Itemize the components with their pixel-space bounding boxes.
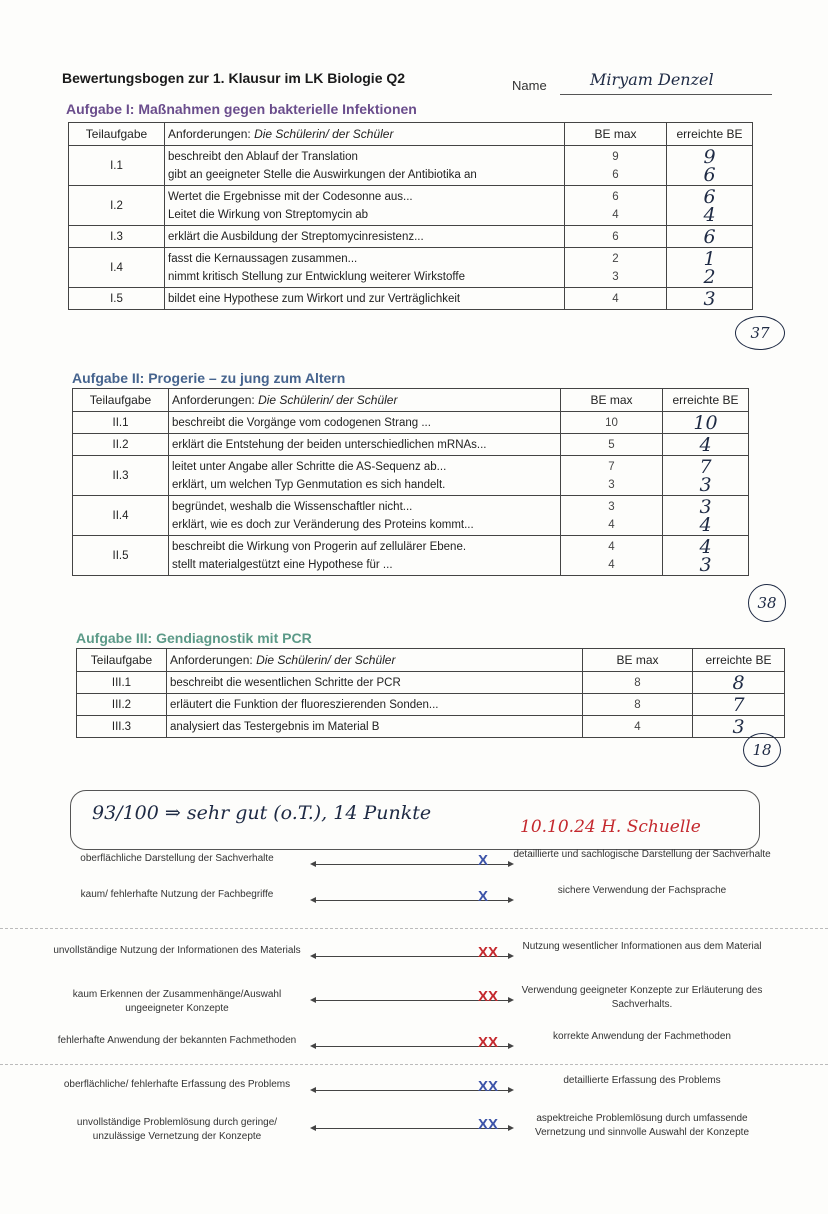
table-row: [73, 536, 749, 576]
achieved-points-cell: [663, 496, 749, 536]
achieved-points: 3: [732, 715, 745, 738]
task-id: II.5: [73, 536, 169, 576]
section-3-title: Aufgabe III: Gendiagnostik mit PCR: [76, 630, 312, 646]
criterion-low: kaum/ fehlerhafte Nutzung der Fachbegriffe: [80, 889, 274, 900]
criterion-high: Verwendung geeigneter Konzepte zur Erläuterung des Sachverhalts.: [521, 985, 763, 1010]
header-teilaufgabe: Teilaufgabe: [77, 649, 167, 672]
max-points-cell: [583, 672, 693, 694]
max-points-cell: [561, 456, 663, 496]
criterion-low: oberflächliche/ fehlerhafte Erfassung des Problems: [63, 1079, 291, 1090]
rating-cross-mark: XX: [478, 1078, 499, 1095]
requirement-text-cell: [165, 288, 565, 310]
table-row: [69, 186, 753, 226]
requirement-text: beschreibt den Ablauf der Translation: [168, 150, 358, 163]
achieved-points: 8: [732, 671, 745, 694]
max-points-cell: [561, 536, 663, 576]
max-points: 9: [612, 150, 619, 163]
header-be-max: BE max: [561, 389, 663, 412]
achieved-points: 4: [703, 203, 716, 226]
max-points: 6: [612, 190, 619, 203]
max-points: 8: [634, 698, 641, 711]
header-be-max: BE max: [565, 123, 667, 146]
criterion-high: detaillierte Erfassung des Problems: [563, 1075, 721, 1086]
criterion-low: unvollständige Problemlösung durch geringe/ unzulässige Vernetzung der Konzepte: [76, 1117, 278, 1142]
achieved-points: 4: [699, 433, 712, 456]
task-id: I.4: [69, 248, 165, 288]
criterion-high: sichere Verwendung der Fachsprache: [557, 885, 727, 896]
max-points: 3: [612, 270, 619, 283]
table-row: [73, 434, 749, 456]
max-points: 10: [605, 416, 618, 429]
max-points-cell: [565, 288, 667, 310]
max-points: 7: [608, 460, 615, 473]
achieved-points: 3: [699, 553, 712, 576]
achieved-points: 3: [699, 473, 712, 496]
table-row: [69, 146, 753, 186]
table-row: [77, 716, 785, 738]
requirement-text-cell: [167, 672, 583, 694]
section-1-total: 37: [735, 316, 785, 350]
table-row: [69, 288, 753, 310]
separator-line: [0, 928, 828, 929]
requirement-text-cell: [165, 146, 565, 186]
achieved-points: 6: [703, 185, 716, 208]
header-req-prefix: Anforderungen:: [168, 127, 251, 141]
task-id: II.2: [73, 434, 169, 456]
requirement-text: Leitet die Wirkung von Streptomycin ab: [168, 208, 369, 221]
task-id: I.1: [69, 146, 165, 186]
achieved-points: 7: [699, 455, 712, 478]
max-points: 4: [634, 720, 641, 733]
max-points: 5: [608, 438, 615, 451]
achieved-points: 2: [703, 265, 716, 288]
achieved-points: 6: [703, 163, 716, 186]
requirement-text: bildet eine Hypothese zum Wirkort und zur Verträglichkeit: [168, 292, 461, 305]
task-id: III.1: [77, 672, 167, 694]
document-title: Bewertungsbogen zur 1. Klausur im LK Biologie Q2: [62, 70, 406, 86]
header-req-subject: Die Schülerin/ der Schüler: [256, 653, 396, 667]
requirement-text: erklärt, wie es doch zur Veränderung des Proteins kommt...: [172, 518, 474, 531]
header-erreichte-be: erreichte BE: [663, 389, 749, 412]
header-req-subject: Die Schülerin/ der Schüler: [254, 127, 394, 141]
requirement-text-cell: [165, 226, 565, 248]
criterion-high: aspektreiche Problemlösung durch umfassende Vernetzung und sinnvolle Auswahl der Konzepte: [534, 1113, 750, 1138]
criterion-low: fehlerhafte Anwendung der bekannten Fachmethoden: [57, 1035, 297, 1046]
grading-table-section-2: [72, 388, 749, 576]
section-2-total: 38: [748, 584, 786, 622]
achieved-points-cell: [667, 226, 753, 248]
achieved-points: 4: [699, 535, 712, 558]
max-points-cell: [561, 412, 663, 434]
rating-cross-mark: XX: [478, 1034, 499, 1051]
section-2-title: Aufgabe II: Progerie – zu jung zum Altern: [72, 370, 346, 386]
max-points: 4: [612, 292, 619, 305]
requirement-text: analysiert das Testergebnis im Material B: [170, 720, 380, 733]
header-anforderungen: [167, 649, 583, 672]
grading-table-section-3: [76, 648, 785, 738]
task-id: III.3: [77, 716, 167, 738]
requirement-text: leitet unter Angabe aller Schritte die AS-Sequenz ab...: [172, 460, 447, 473]
table-row: [73, 456, 749, 496]
requirement-text-cell: [169, 496, 561, 536]
requirement-text: stellt materialgestützt eine Hypothese für ...: [172, 558, 393, 571]
criterion-low: oberflächliche Darstellung der Sachverhalte: [80, 853, 274, 864]
achieved-points-cell: [663, 456, 749, 496]
requirement-text-cell: [165, 186, 565, 226]
requirement-text: beschreibt die Wirkung von Progerin auf zellulärer Ebene.: [172, 540, 467, 553]
achieved-points: 3: [699, 495, 712, 518]
achieved-points-cell: [667, 146, 753, 186]
max-points: 4: [608, 518, 615, 531]
max-points-cell: [583, 694, 693, 716]
max-points: 4: [612, 208, 619, 221]
max-points: 4: [608, 558, 615, 571]
task-id: II.1: [73, 412, 169, 434]
table-row: [73, 496, 749, 536]
achieved-points: 3: [703, 287, 716, 310]
max-points: 3: [608, 478, 615, 491]
table-header: [73, 389, 749, 412]
requirement-text: begründet, weshalb die Wissenschaftler nicht...: [172, 500, 413, 513]
requirement-text: Wertet die Ergebnisse mit der Codesonne aus...: [168, 190, 413, 203]
achieved-points: 7: [732, 693, 745, 716]
table-header: [69, 123, 753, 146]
achieved-points: 6: [703, 225, 716, 248]
requirement-text-cell: [169, 434, 561, 456]
requirement-text-cell: [169, 536, 561, 576]
requirement-text: fasst die Kernaussagen zusammen...: [168, 252, 358, 265]
max-points: 2: [612, 252, 619, 265]
achieved-points-cell: [663, 434, 749, 456]
max-points-cell: [565, 226, 667, 248]
grade-comment: 93/100 ⇒ sehr gut (o.T.), 14 Punkte: [92, 802, 432, 824]
requirement-text: beschreibt die wesentlichen Schritte der PCR: [170, 676, 401, 689]
max-points: 6: [612, 230, 619, 243]
achieved-points: 1: [703, 247, 716, 270]
achieved-points: 4: [699, 513, 712, 536]
achieved-points-cell: [693, 672, 785, 694]
achieved-points-cell: [693, 694, 785, 716]
requirement-text: beschreibt die Vorgänge vom codogenen Strang ...: [172, 416, 431, 429]
student-name: Miryam Denzel: [590, 70, 714, 89]
name-underline: [560, 94, 772, 95]
header-req-subject: Die Schülerin/ der Schüler: [258, 393, 398, 407]
header-erreichte-be: erreichte BE: [693, 649, 785, 672]
criterion-low: kaum Erkennen der Zusammenhänge/Auswahl ungeeigneter Konzepte: [72, 989, 282, 1014]
task-id: II.4: [73, 496, 169, 536]
header-teilaufgabe: Teilaufgabe: [73, 389, 169, 412]
rating-cross-mark: XX: [478, 944, 499, 961]
max-points-cell: [561, 434, 663, 456]
section-1-title: Aufgabe I: Maßnahmen gegen bakterielle Infektionen: [66, 101, 417, 117]
header-be-max: BE max: [583, 649, 693, 672]
max-points: 6: [612, 168, 619, 181]
header-anforderungen: [169, 389, 561, 412]
achieved-points-cell: [667, 288, 753, 310]
table-row: [73, 412, 749, 434]
requirement-text: erklärt die Entstehung der beiden unterschiedlichen mRNAs...: [172, 438, 487, 451]
header-req-prefix: Anforderungen:: [170, 653, 253, 667]
achieved-points-cell: [663, 412, 749, 434]
header-teilaufgabe: Teilaufgabe: [69, 123, 165, 146]
grading-table-section-1: [68, 122, 753, 310]
achieved-points-cell: [667, 186, 753, 226]
name-label: Name: [512, 78, 547, 93]
criterion-high: Nutzung wesentlicher Informationen aus dem Material: [522, 941, 762, 952]
task-id: I.3: [69, 226, 165, 248]
requirement-text-cell: [167, 716, 583, 738]
rating-cross-mark: XX: [478, 988, 499, 1005]
table-row: [77, 672, 785, 694]
achieved-points-cell: [667, 248, 753, 288]
table-row: [77, 694, 785, 716]
criterion-low: unvollständige Nutzung der Informationen des Materials: [53, 945, 301, 956]
requirement-text-cell: [169, 456, 561, 496]
header-erreichte-be: erreichte BE: [667, 123, 753, 146]
requirement-text-cell: [169, 412, 561, 434]
criterion-high: detaillierte und sachlogische Darstellung der Sachverhalte: [513, 849, 771, 860]
section-3-total: 18: [743, 733, 781, 767]
header-anforderungen: [165, 123, 565, 146]
max-points: 3: [608, 500, 615, 513]
table-row: [69, 248, 753, 288]
header-req-prefix: Anforderungen:: [172, 393, 255, 407]
rating-cross-mark: X: [478, 852, 489, 869]
separator-line: [0, 1064, 828, 1065]
achieved-points: 10: [693, 411, 718, 434]
task-id: I.2: [69, 186, 165, 226]
max-points: 8: [634, 676, 641, 689]
requirement-text: erläutert die Funktion der fluoreszierenden Sonden...: [170, 698, 439, 711]
table-header: [77, 649, 785, 672]
requirement-text-cell: [165, 248, 565, 288]
table-row: [69, 226, 753, 248]
max-points-cell: [583, 716, 693, 738]
rating-cross-mark: XX: [478, 1116, 499, 1133]
max-points-cell: [565, 248, 667, 288]
requirement-text-cell: [167, 694, 583, 716]
achieved-points: 9: [703, 145, 716, 168]
criterion-high: korrekte Anwendung der Fachmethoden: [553, 1031, 731, 1042]
task-id: II.3: [73, 456, 169, 496]
requirement-text: gibt an geeigneter Stelle die Auswirkungen der Antibiotika an: [168, 168, 477, 181]
requirement-text: erklärt, um welchen Typ Genmutation es sich handelt.: [172, 478, 446, 491]
max-points-cell: [561, 496, 663, 536]
requirement-text: erklärt die Ausbildung der Streptomycinresistenz...: [168, 230, 424, 243]
task-id: III.2: [77, 694, 167, 716]
max-points-cell: [565, 186, 667, 226]
requirement-text: nimmt kritisch Stellung zur Entwicklung weiterer Wirkstoffe: [168, 270, 465, 283]
date-signature: 10.10.24 H. Schuelle: [520, 817, 701, 837]
task-id: I.5: [69, 288, 165, 310]
achieved-points-cell: [663, 536, 749, 576]
max-points-cell: [565, 146, 667, 186]
rating-cross-mark: X: [478, 888, 489, 905]
max-points: 4: [608, 540, 615, 553]
